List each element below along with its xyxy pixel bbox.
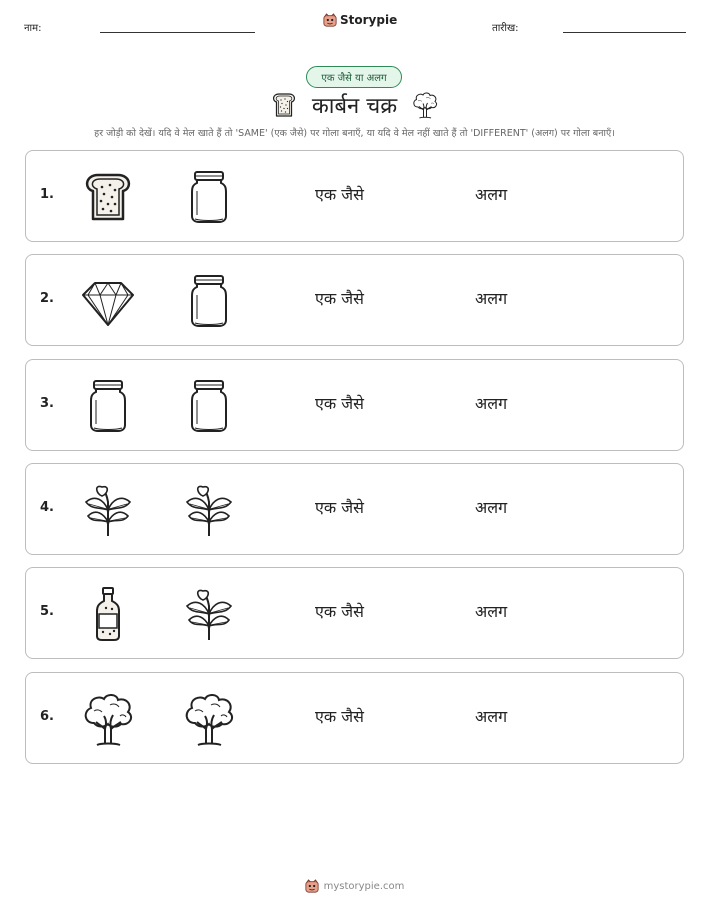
option-same[interactable]: एक जैसे bbox=[315, 393, 364, 413]
storypie-logo-icon bbox=[323, 13, 337, 27]
option-same[interactable]: एक जैसे bbox=[315, 497, 364, 517]
brand-name: Storypie bbox=[340, 13, 398, 27]
leaf-branch-icon bbox=[181, 482, 237, 538]
question-number: 5. bbox=[40, 604, 54, 620]
jar-icon bbox=[80, 378, 136, 434]
question-row bbox=[25, 254, 684, 346]
bread-icon bbox=[80, 169, 136, 225]
option-different[interactable]: अलग bbox=[475, 497, 508, 517]
question-number: 2. bbox=[40, 291, 54, 307]
footer bbox=[0, 879, 709, 893]
storypie-logo-icon bbox=[305, 879, 319, 893]
jar-icon bbox=[181, 378, 237, 434]
option-different[interactable]: अलग bbox=[475, 185, 508, 204]
worksheet-type-badge: एक जैसे या अलग bbox=[306, 66, 402, 88]
option-same[interactable]: एक जैसे bbox=[315, 289, 364, 309]
date-line[interactable] bbox=[563, 32, 686, 33]
question-number: 6. bbox=[40, 708, 54, 724]
name-label: नाम: bbox=[24, 23, 42, 34]
option-same[interactable]: एक जैसे bbox=[315, 185, 364, 204]
page-title: कार्बन चक्र bbox=[311, 94, 398, 119]
leaf-branch-icon bbox=[80, 482, 136, 538]
option-different[interactable]: अलग bbox=[475, 393, 508, 413]
option-different[interactable]: अलग bbox=[475, 602, 508, 622]
question-number: 1. bbox=[40, 187, 54, 202]
question-row bbox=[25, 567, 684, 659]
jar-icon bbox=[181, 273, 237, 329]
option-same[interactable]: एक जैसे bbox=[315, 602, 364, 622]
question-row bbox=[25, 672, 684, 764]
question-row bbox=[25, 463, 684, 555]
option-same[interactable]: एक जैसे bbox=[315, 706, 364, 726]
option-different[interactable]: अलग bbox=[475, 289, 508, 309]
bottle-icon bbox=[80, 586, 136, 642]
title-row bbox=[0, 90, 709, 120]
footer-url[interactable]: mystorypie.com bbox=[323, 880, 405, 892]
brand bbox=[323, 13, 397, 27]
instructions: हर जोड़ी को देखें। यदि वे मेल खाते हैं तो 'SAME' (एक जैसे) पर गोला बनाएँ, या यदि वे मेल नहीं खाते हैं तो 'DIFFERENT' (अलग) पर गोला बनाएँ। bbox=[94, 128, 615, 139]
question-row bbox=[25, 359, 684, 451]
question-row bbox=[25, 150, 684, 242]
leaf-branch-icon bbox=[181, 586, 237, 642]
tree-icon bbox=[80, 691, 136, 747]
jar-icon bbox=[181, 169, 237, 225]
bread-icon bbox=[270, 90, 298, 120]
diamond-icon bbox=[80, 273, 136, 329]
question-number: 3. bbox=[40, 395, 54, 411]
tree-icon bbox=[181, 691, 237, 747]
question-number: 4. bbox=[40, 499, 54, 515]
option-different[interactable]: अलग bbox=[475, 706, 508, 726]
date-label: तारीख: bbox=[492, 23, 519, 34]
tree-icon bbox=[411, 90, 439, 120]
name-line[interactable] bbox=[100, 32, 255, 33]
